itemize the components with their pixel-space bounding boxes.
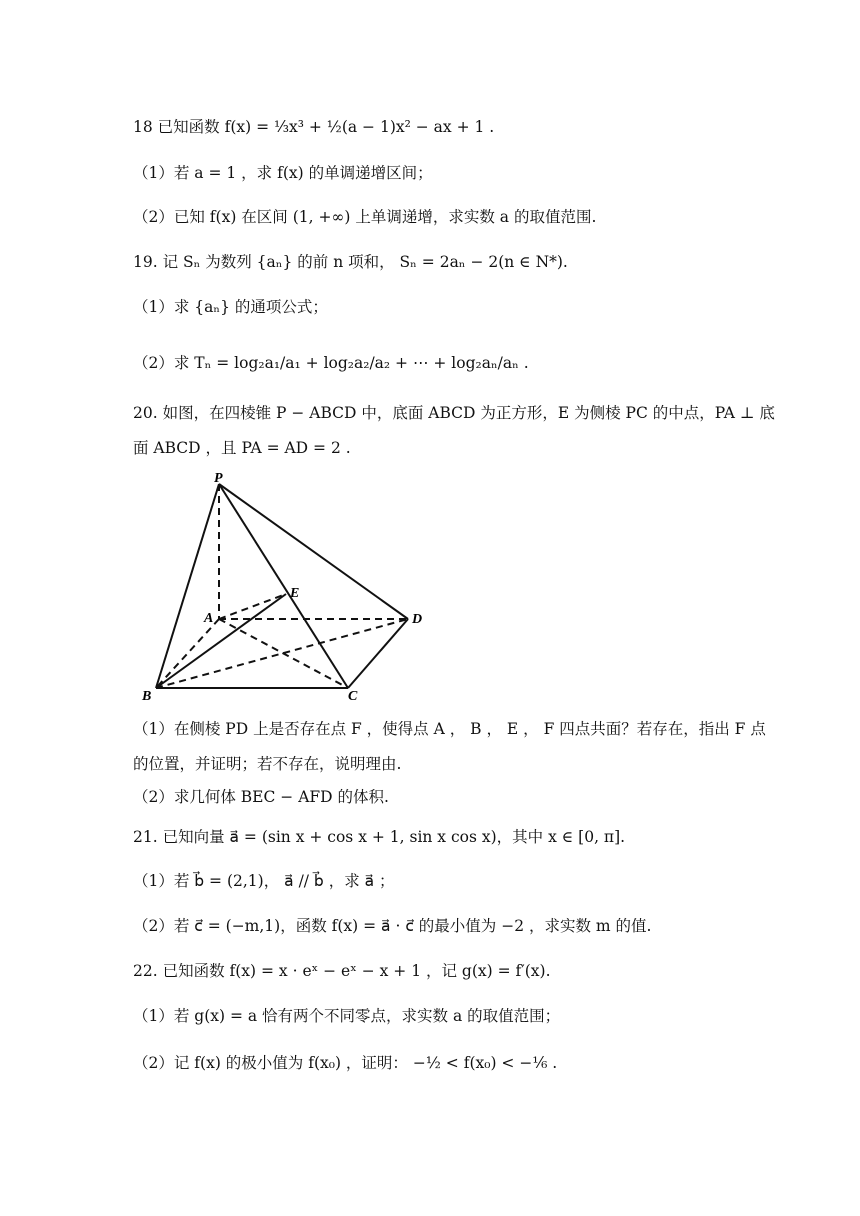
label-P: P [214, 471, 223, 486]
pyramid-diagram [138, 468, 438, 704]
problem-20-stem-line2: 面 ABCD ，且 PA = AD = 2 . [133, 439, 351, 457]
edge-PD [219, 484, 408, 619]
label-C: C [348, 689, 358, 704]
edge-BE [156, 594, 286, 688]
problem-20-part2: （2）求几何体 BEC − AFD 的体积. [133, 788, 389, 806]
problem-19-part1: （1）求 {aₙ} 的通项公式； [133, 298, 328, 316]
problem-20-part1-line2: 的位置，并证明；若不存在，说明理由. [133, 755, 402, 773]
problem-22-part2: （2）记 f(x) 的极小值为 f(x₀) ，证明： −½ < f(x₀) < −⅙ . [133, 1054, 558, 1072]
problem-20-stem-line1: 20. 如图，在四棱锥 P − ABCD 中，底面 ABCD 为正方形，E 为侧棱 PC 的中点，PA ⊥ 底 [133, 404, 775, 422]
problem-21-stem: 21. 已知向量 a⃗ = (sin x + cos x + 1, sin x cos x)，其中 x ∈ [0, π]. [133, 828, 626, 846]
edge-AE-dashed [219, 594, 286, 619]
edge-AB-dashed [156, 619, 219, 688]
problem-19-stem: 19. 记 Sₙ 为数列 {aₙ} 的前 n 项和， Sₙ = 2aₙ − 2(n ∈ N*). [133, 253, 568, 271]
problem-19-part2: （2）求 Tₙ = log₂a₁/a₁ + log₂a₂/a₂ + ⋯ + log₂aₙ/aₙ . [133, 354, 529, 372]
problem-18-part2: （2）已知 f(x) 在区间 (1, +∞) 上单调递增，求实数 a 的取值范围. [133, 208, 597, 226]
edge-PB [156, 484, 219, 688]
label-B: B [142, 689, 152, 704]
problem-22-stem: 22. 已知函数 f(x) = x · eˣ − eˣ − x + 1 ，记 g(x) = f′(x). [133, 962, 551, 980]
problem-18-part1: （1）若 a = 1 ，求 f(x) 的单调递增区间； [133, 164, 433, 182]
problem-22-part1: （1）若 g(x) = a 恰有两个不同零点，求实数 a 的取值范围； [133, 1007, 561, 1025]
problem-18-stem: 18 已知函数 f(x) = ⅓x³ + ½(a − 1)x² − ax + 1 . [133, 118, 495, 136]
problem-21-part1: （1）若 b⃗ = (2,1)， a⃗ // b⃗ ，求 a⃗ ； [133, 872, 395, 890]
edge-PC [219, 484, 348, 688]
label-A: A [204, 611, 214, 626]
pyramid-figure [138, 468, 438, 704]
label-D: D [412, 612, 423, 627]
edge-CD [348, 619, 408, 688]
problem-20-part1-line1: （1）在侧棱 PD 上是否存在点 F ，使得点 A ， B ， E ， F 四点共面？若存在，指出 F 点 [133, 720, 766, 738]
label-E: E [290, 586, 300, 601]
problem-21-part2: （2）若 c⃗ = (−m,1)，函数 f(x) = a⃗ · c⃗ 的最小值为 −2 ，求实数 m 的值. [133, 917, 652, 935]
edge-BD-dashed [156, 619, 408, 688]
